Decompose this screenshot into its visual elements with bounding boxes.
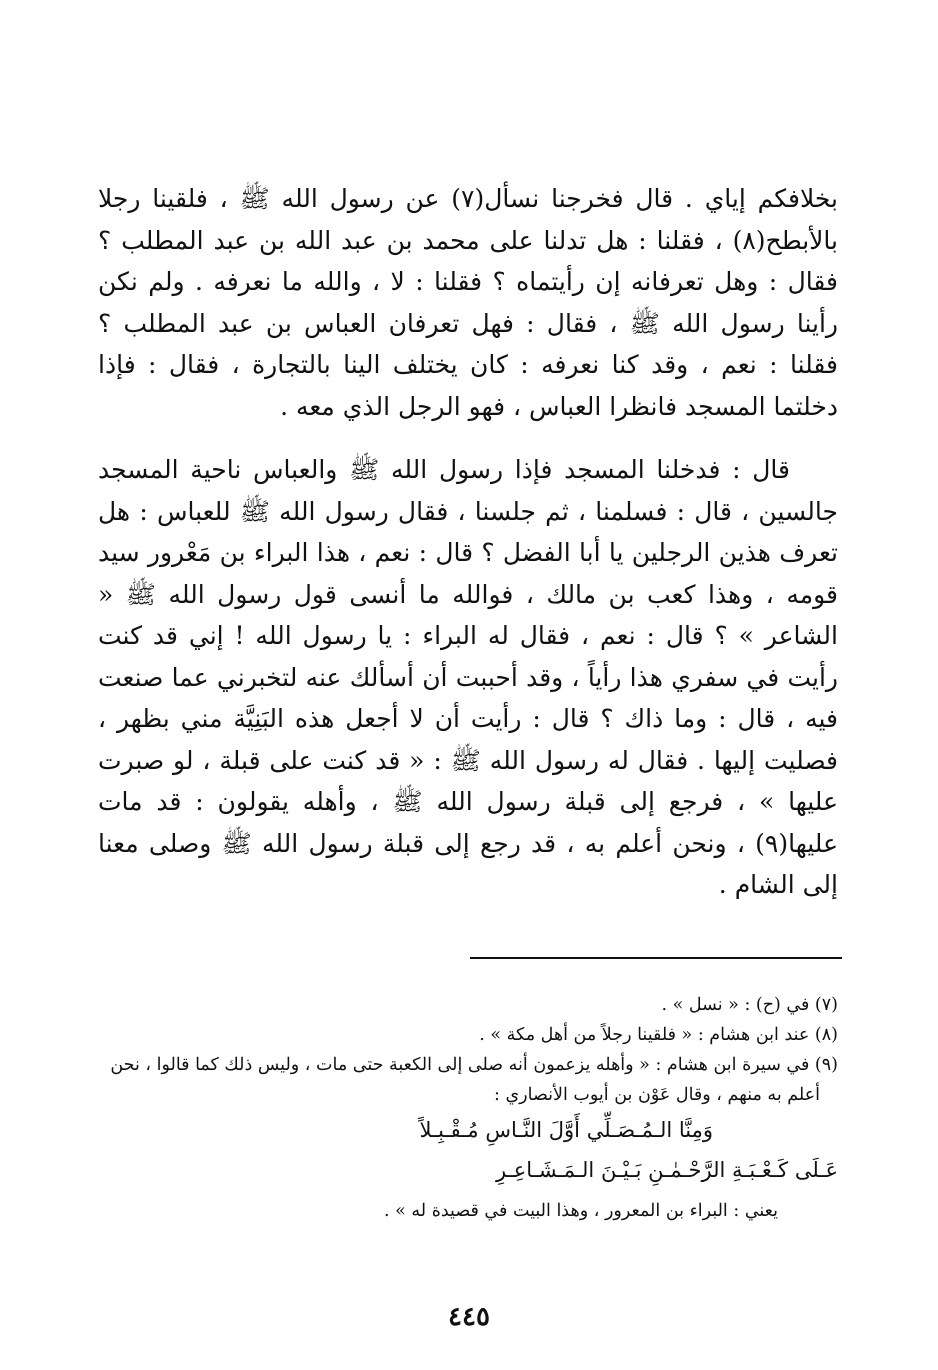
footnotes xyxy=(98,990,838,1226)
footnote-9-continuation: أعلم به منهم ، وقال عَوْن بن أيوب الأنصاري : xyxy=(494,1085,820,1105)
paragraph-2-text: قال : فدخلنا المسجد فإذا رسول الله ﷺ والعباس ناحية المسجد جالسين ، قال : فسلمنا ، ثم جلسنا ، فقال رسول الله ﷺ للعباس : هل تعرف هذين الرجلين يا أبا الفضل ؟ قال : نعم ، هذا البراء بن مَعْرور سيد قومه ، وهذا كعب بن مالك ، فوالله ما أنسى قول رسول الله ﷺ « الشاعر » ؟ قال : نعم ، فقال له البراء : يا رسول الله ! إني قد كنت رأيت في سفري هذا رأياً ، وقد أحببت أن أسألك عنه لتخبرني عما صنعت فيه ، قال : وما ذاك ؟ قال : رأيت أن لا أجعل هذه البَنِيَّة مني بظهر ، فصليت إليها . فقال له رسول الله ﷺ : « قد كنت على قبلة ، لو صبرت عليها » ، فرجع إلى قبلة رسول الله ﷺ ، وأهله يقولون : قد مات عليها(٩) ، ونحن أعلم به ، قد رجع إلى قبلة رسول الله ﷺ وصلى معنا إلى الشام . xyxy=(98,455,838,899)
page-number: ٤٤٥ xyxy=(448,1302,490,1332)
footnote-8: (٨) عند ابن هشام : « فلقينا رجلاً من أهل مكة » . xyxy=(479,1025,838,1045)
paragraph-1: بخلافكم إياي . قال فخرجنا نسأل(٧) عن رسول الله ﷺ ، فلقينا رجلا بالأبطح(٨) ، فقلنا : هل تدلنا على محمد بن عبد الله بن عبد المطلب ؟ فقال : وهل تعرفانه إن رأيتماه ؟ فقلنا : لا ، والله ما نعرفه . ولم نكن رأينا رسول الله ﷺ ، فقال : فهل تعرفان العباس بن عبد المطلب ؟ فقلنا : نعم ، وقد كنا نعرفه : كان يختلف الينا بالتجارة ، فقال : فإذا دخلتما المسجد فانظرا العباس ، فهو الرجل الذي معه . xyxy=(98,184,838,421)
footnote-7: (٧) في (ح) : « نسل » . xyxy=(661,995,838,1015)
footnote-9: (٩) في سيرة ابن هشام : « وأهله يزعمون أنه صلى إلى الكعبة حتى مات ، وليس ذلك كما قالوا ، نحن xyxy=(110,1055,838,1075)
footnote-separator xyxy=(470,957,842,959)
poem-verse-2: عَـلَى كَـعْـبَـةِ الرَّحْـمٰـنِ بَـيْـنَ الـمَـشَـاعِـرِ xyxy=(496,1158,838,1182)
main-text xyxy=(98,178,838,906)
paragraph-2 xyxy=(98,449,838,906)
poem-verse-1: وَمِنَّا الـمُـصَـلِّي أَوَّلَ النَّـاسِ مُـقْـبِـلاً xyxy=(419,1118,713,1142)
footnote-9-closing: يعني : البراء بن المعرور ، وهذا البيت في قصيدة له » . xyxy=(384,1201,778,1221)
